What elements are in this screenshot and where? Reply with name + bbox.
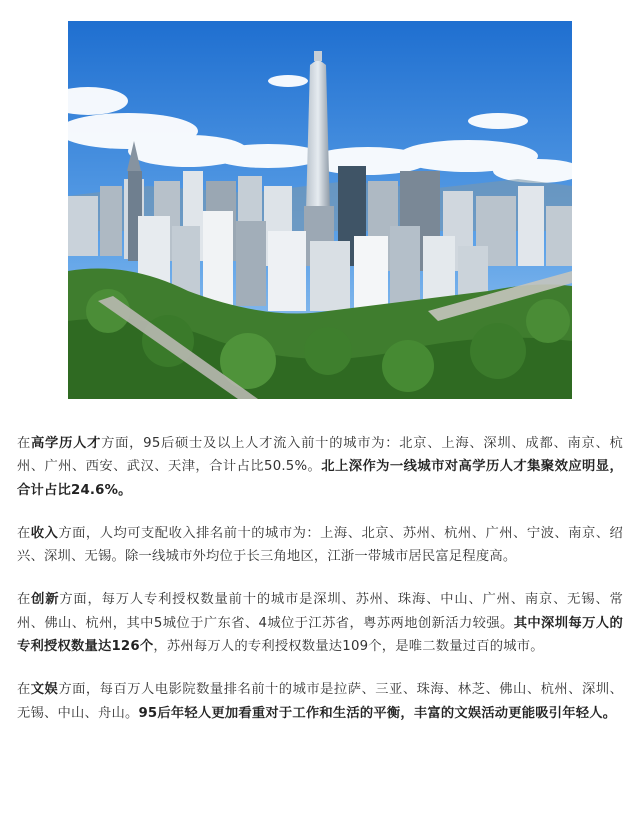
keyword-entertainment: 文娱 [30,682,59,698]
paragraph-talent [17,432,623,502]
city-skyline-photo [68,21,572,399]
text-run: 在 [17,682,31,698]
article-body [17,432,623,745]
keyword-talent: 高学历人才 [31,436,102,451]
text-run: ，苏州每万人的专利授权数量达109个，是唯二数量过百的城市。 [153,639,544,655]
text-run: 在 [17,525,31,541]
skyline-illustration [68,21,572,399]
emphasis-innovation: 其中深圳每万人的专利授权数量达126个 [17,615,623,655]
paragraph-income [17,522,623,569]
emphasis-talent: 北上深作为一线城市对高学历人才集聚效应明显，合计占比24.6%。 [17,459,623,498]
emphasis-entertainment: 95后年轻人更加看重对于工作和生活的平衡，丰富的文娱活动更能吸引年轻人。 [138,705,617,721]
paragraph-innovation [17,588,623,658]
keyword-income: 收入 [30,525,59,541]
paragraph-entertainment [17,678,623,725]
text-run: 方面，人均可支配收入排名前十的城市为：上海、北京、苏州、杭州、广州、宁波、南京、绍兴、深圳、无锡。除一线城市外均位于长三角地区，江浙一带城市居民富足程度高。 [17,525,623,565]
text-run: 方面，95后硕士及以上人才流入前十的城市为：北京、上海、深圳、成都、南京、杭州、广州、西安、武汉、天津，合计占比50.5%。 [17,436,624,475]
text-run: 方面，每百万人电影院数量排名前十的城市是拉萨、三亚、珠海、林芝、佛山、杭州、深圳、无锡、中山、舟山。 [17,682,623,721]
text-run: 在 [17,592,32,608]
text-run: 在 [17,436,32,451]
text-run: 方面，每万人专利授权数量前十的城市是深圳、苏州、珠海、中山、广州、南京、无锡、常州、佛山、杭州，其中5城位于广东省、4城位于江苏省，粤苏两地创新活力较强。 [17,592,623,631]
keyword-innovation: 创新 [31,592,60,608]
